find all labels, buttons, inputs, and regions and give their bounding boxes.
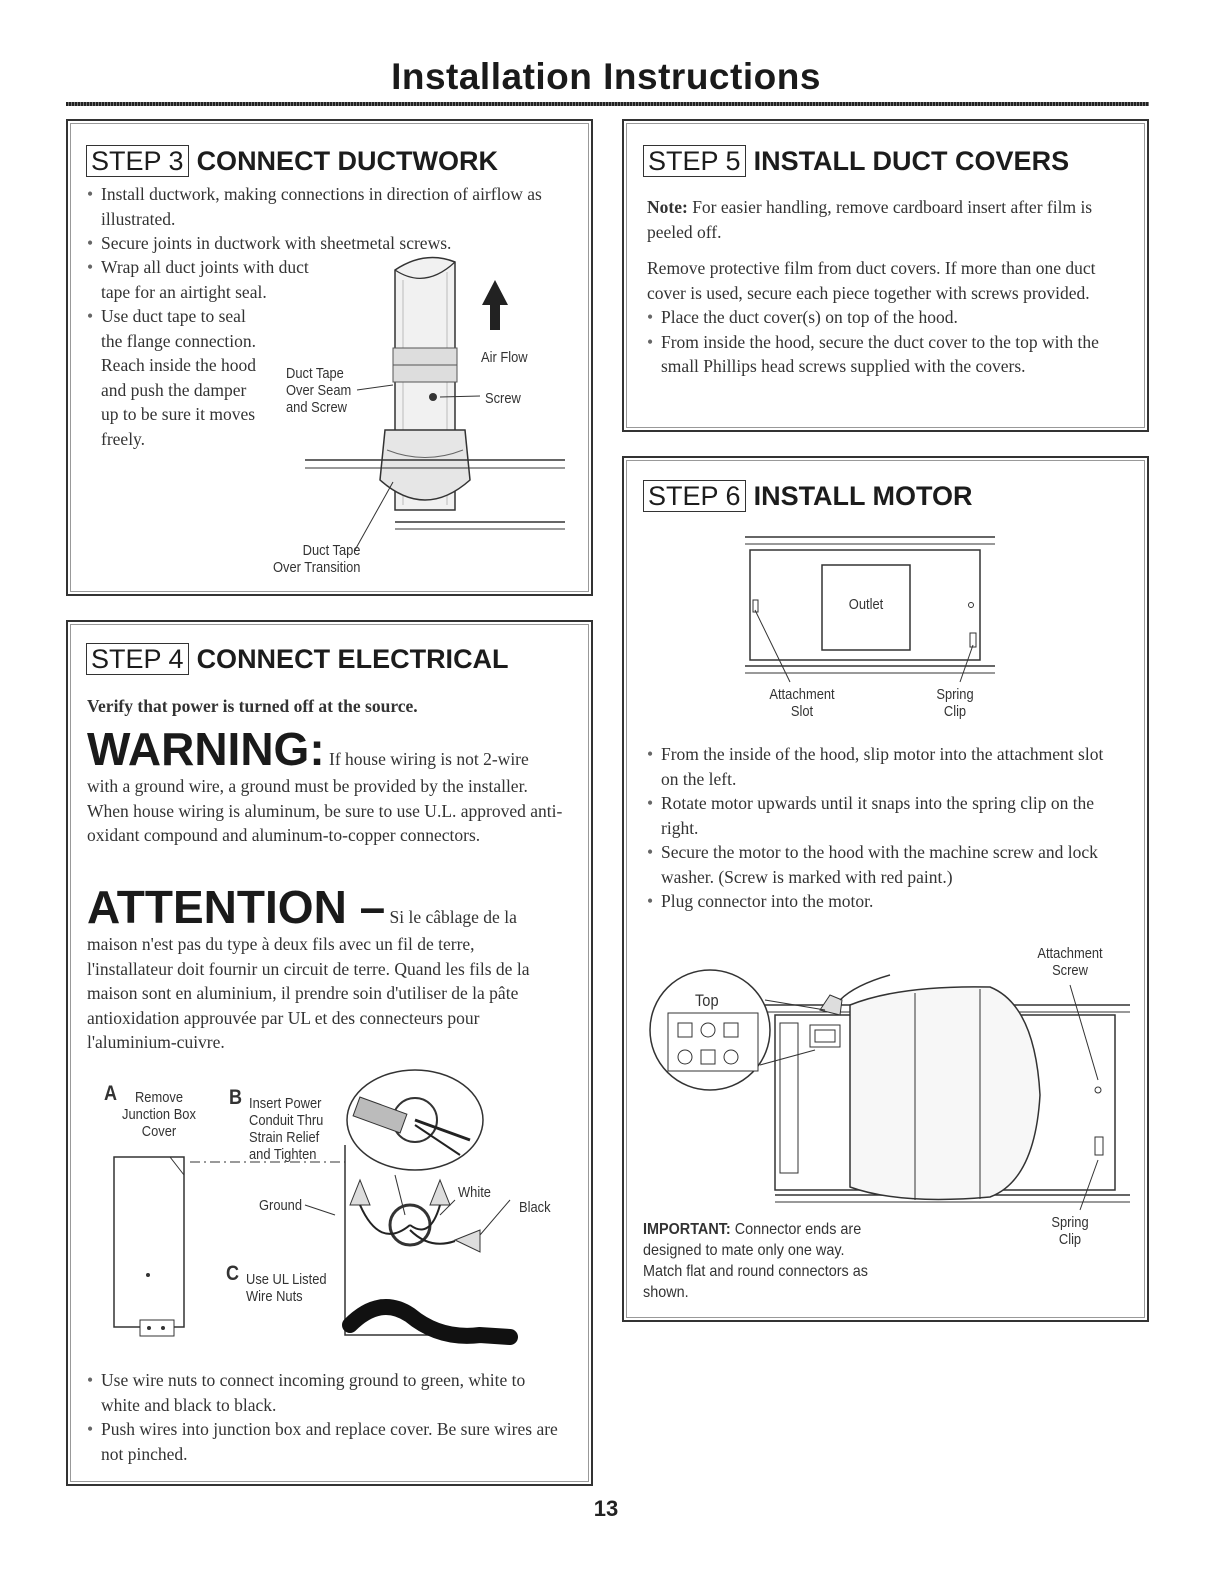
step5-number: STEP 5 (643, 145, 746, 177)
step3-bullet-3: • Wrap all duct joints with duct tape for an airtight seal. (87, 255, 342, 304)
outlet-label: Outlet (848, 596, 884, 613)
step3-bullets (87, 182, 547, 256)
motor-illustration (650, 965, 1130, 1220)
air-flow-label: Air Flow (481, 349, 528, 366)
important-text: Connector ends are designed to mate only one way. Match flat and round connectors as shown. (643, 1221, 868, 1301)
label-a-text: Remove Junction Box Cover (122, 1089, 196, 1140)
step4-title: CONNECT ELECTRICAL (196, 644, 509, 674)
warning-text: If house wiring is not 2-wire with a ground wire, a ground must be provided by the installer. When house wiring is aluminum, be sure to use U.L. approved anti-oxidant compound and aluminum-to-copper connectors. (87, 749, 563, 845)
duct-tape-seam-label: Duct Tape Over Seam and Screw (286, 365, 352, 416)
wire-nut-icon (350, 1180, 370, 1205)
step3-heading (86, 145, 498, 177)
step4-verify: Verify that power is turned off at the source. (87, 696, 418, 716)
step3-bullets-narrower (87, 304, 257, 451)
label-b-letter: B (229, 1086, 243, 1109)
step4-number: STEP 4 (86, 643, 189, 675)
step6-title: INSTALL MOTOR (753, 481, 973, 511)
step6-number: STEP 6 (643, 480, 746, 512)
label-a-letter: A (104, 1082, 118, 1105)
title-rule (66, 102, 1149, 106)
step5-note-label: Note: (647, 197, 688, 217)
duct-tape-transition-label: Duct Tape Over Transition (273, 542, 361, 576)
step5-title: INSTALL DUCT COVERS (753, 146, 1070, 176)
step3-bullet-4: • Use duct tape to seal the flange connection. Reach inside the hood and push the damper up to be sure it moves freely. (87, 304, 257, 451)
step5-heading (643, 145, 1069, 177)
step4-bullet-2: • Push wires into junction box and replace cover. Be sure wires are not pinched. (87, 1417, 563, 1466)
spring-clip-2-label: Spring Clip (1051, 1214, 1089, 1248)
step6-bullet-3: • Secure the motor to the hood with the machine screw and lock washer. (Screw is marked with red paint.) (647, 840, 1117, 889)
airflow-arrow-icon (482, 280, 508, 330)
step3-bullet-1: • Install ductwork, making connections in direction of airflow as illustrated. (87, 182, 547, 231)
step5-para: Remove protective film from duct covers. If more than one duct cover is used, secure each piece together with screws provided. (647, 258, 1096, 303)
step5-note-text: For easier handling, remove cardboard insert after film is peeled off. (647, 197, 1093, 242)
white-label: White (458, 1184, 491, 1201)
wire-nut-icon (430, 1180, 450, 1205)
attention-block (87, 882, 563, 1055)
step6-bullet-4: • Plug connector into the motor. (647, 889, 1117, 914)
step6-bullet-1: • From the inside of the hood, slip motor into the attachment slot on the left. (647, 742, 1117, 791)
step5-body (647, 195, 1132, 379)
screw-label: Screw (485, 390, 521, 407)
attachment-slot-label: Attachment Slot (769, 686, 835, 720)
step6-bullets (647, 742, 1117, 914)
attention-title: ATTENTION – (87, 881, 386, 933)
step3-number: STEP 3 (86, 145, 189, 177)
attention-text: Si le câblage de la maison n'est pas du type à deux fils avec un fil de terre, l'installateur doit fournir un circuit de terre. Quand les fils de la maison sont en aluminium, il prendre soin d'utiliser de la pâte antioxidation approuvée par UL et des connecteurs pour l'aluminium-cuivre. (87, 907, 530, 1052)
motor-bracket-illustration (745, 535, 995, 695)
step4-bullets (87, 1368, 563, 1466)
step6-bullet-2: • Rotate motor upwards until it snaps into the spring clip on the right. (647, 791, 1117, 840)
page-title: Installation Instructions (391, 56, 821, 97)
step3-bullet-2: • Secure joints in ductwork with sheetmetal screws. (87, 231, 547, 256)
top-label: Top (695, 991, 719, 1010)
spring-clip-label: Spring Clip (936, 686, 974, 720)
step5-bullet-1: • Place the duct cover(s) on top of the hood. (647, 305, 1132, 330)
page-number: 13 (593, 1496, 619, 1521)
step4-heading (86, 643, 509, 675)
black-label: Black (519, 1199, 551, 1216)
label-c-letter: C (226, 1262, 240, 1285)
step4-bullet-1: • Use wire nuts to connect incoming ground to green, white to white and black to black. (87, 1368, 563, 1417)
attachment-screw-label: Attachment Screw (1037, 945, 1103, 979)
ground-label: Ground (259, 1197, 303, 1214)
step5-note (647, 195, 1132, 244)
label-c-text: Use UL Listed Wire Nuts (246, 1271, 327, 1305)
wire-nut-icon (455, 1230, 480, 1252)
step5-bullet-2: • From inside the hood, secure the duct cover to the top with the small Phillips head screws supplied with the covers. (647, 330, 1132, 379)
step3-title: CONNECT DUCTWORK (196, 146, 499, 176)
label-b-text: Insert Power Conduit Thru Strain Relief and Tighten (249, 1095, 324, 1163)
warning-title: WARNING: (87, 723, 325, 775)
important-label: IMPORTANT: (643, 1221, 731, 1238)
warning-block (87, 724, 563, 848)
important-note (643, 1219, 877, 1303)
step6-heading (643, 480, 973, 512)
